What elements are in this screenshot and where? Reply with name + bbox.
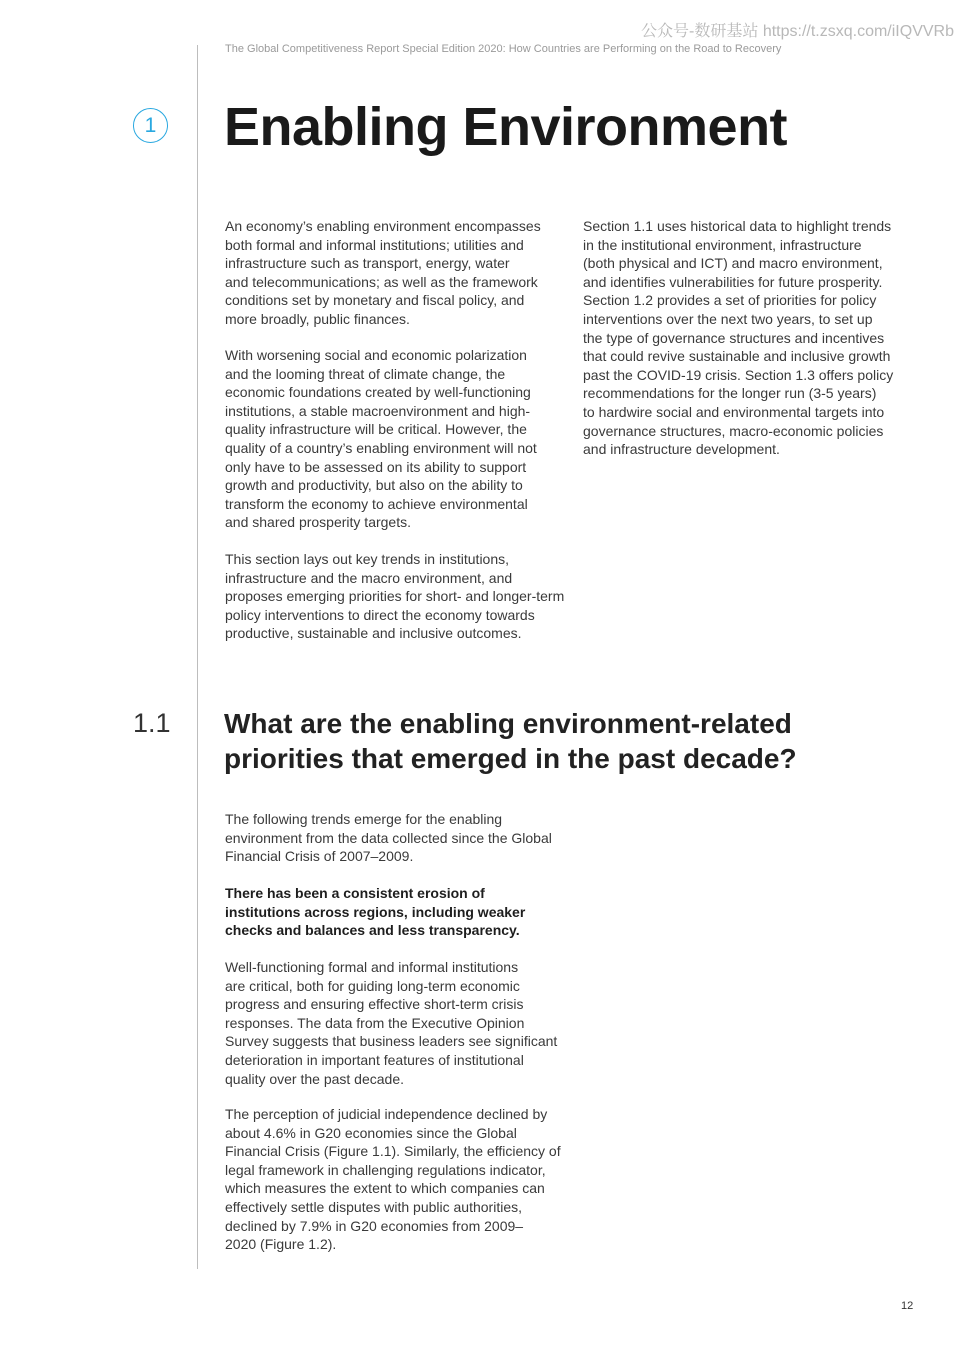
text-line: The perception of judicial independence declined by — [225, 1106, 548, 1122]
text-line: legal framework in challenging regulations indicator, — [225, 1161, 546, 1178]
text-line: recommendations for the longer run (3-5 years) — [583, 385, 877, 402]
text-line: both formal and informal institutions; utilities and — [225, 236, 524, 253]
text-line: environment from the data collected since the Global — [225, 829, 552, 846]
text-line: economic foundations created by well-functioning — [225, 384, 531, 401]
intro-paragraph — [225, 550, 564, 643]
section-title — [224, 706, 797, 776]
watermark-text: 公众号-数研基站 https://t.zsxq.com/iIQVVRb — [641, 23, 954, 40]
vertical-divider — [197, 45, 198, 1269]
body-paragraph — [225, 958, 557, 1088]
text-line: (both physical and ICT) and macro environment, — [583, 255, 883, 272]
text-line: the type of governance structures and incentives — [583, 329, 885, 346]
text-line: past the COVID-19 crisis. Section 1.3 offers policy — [583, 366, 894, 383]
intro-paragraph — [225, 346, 537, 532]
text-line: about 4.6% in G20 economies since the Global — [225, 1124, 517, 1141]
text-line: and shared prosperity targets. — [225, 514, 411, 531]
body-paragraph — [225, 810, 552, 866]
page-title: Enabling Environment — [224, 97, 788, 157]
text-line: institutions, a stable macroenvironment and high- — [225, 402, 531, 419]
text-line: responses. The data from the Executive Opinion — [225, 1014, 525, 1031]
text-line: and infrastructure development. — [583, 441, 780, 458]
text-line: priorities that emerged in the past decade? — [224, 743, 797, 774]
text-line: more broadly, public finances. — [225, 310, 410, 327]
text-line: productive, sustainable and inclusive outcomes. — [225, 625, 522, 642]
text-line: infrastructure such as transport, energy, water — [225, 255, 510, 272]
text-line: quality infrastructure will be critical. However, the — [225, 421, 527, 438]
text-line: and telecommunications; as well as the framework — [225, 273, 538, 290]
key-finding-heading — [225, 884, 525, 940]
running-header: The Global Competitiveness Report Special Edition 2020: How Countries are Performing on the Road to Recovery — [225, 43, 782, 55]
text-line: quality of a country’s enabling environment will not — [225, 439, 537, 456]
text-line: effectively settle disputes with public authorities, — [225, 1198, 523, 1215]
body-paragraph — [225, 1105, 561, 1254]
text-line: to hardwire social and environmental targets into — [583, 403, 885, 420]
text-line: conditions set by monetary and fiscal policy, and — [225, 292, 525, 309]
text-line: With worsening social and economic polarization — [225, 347, 527, 363]
text-line: transform the economy to achieve environmental — [225, 495, 528, 512]
text-line: What are the enabling environment-related — [224, 708, 792, 739]
text-line: Section 1.1 uses historical data to highlight trends — [583, 218, 892, 234]
text-line: Financial Crisis of 2007–2009. — [225, 848, 414, 865]
text-line: which measures the extent to which companies can — [225, 1180, 545, 1197]
text-line: that could revive sustainable and inclusive growth — [583, 348, 891, 365]
text-line: progress and ensuring effective short-term crisis — [225, 996, 524, 1013]
text-line: are critical, both for guiding long-term economic — [225, 977, 520, 994]
text-line: An economy’s enabling environment encompasses — [225, 218, 541, 234]
text-line: Section 1.2 provides a set of priorities for policy — [583, 292, 877, 309]
text-line: Survey suggests that business leaders see significant — [225, 1033, 558, 1050]
page-number: 12 — [901, 1300, 914, 1312]
text-line: checks and balances and less transparency. — [225, 922, 520, 939]
chapter-number-badge: 1 — [133, 108, 168, 143]
text-line: proposes emerging priorities for short- and longer-term — [225, 588, 565, 605]
text-line: The following trends emerge for the enabling — [225, 811, 503, 827]
section-number: 1.1 — [133, 708, 171, 738]
text-line: and the looming threat of climate change, the — [225, 365, 506, 382]
text-line: interventions over the next two years, to set up — [583, 310, 873, 327]
text-line: institutions across regions, including weaker — [225, 903, 526, 920]
intro-paragraph — [583, 217, 893, 459]
text-line: deterioration in important features of institutional — [225, 1051, 524, 1068]
text-line: quality over the past decade. — [225, 1070, 405, 1087]
text-line: This section lays out key trends in institutions, — [225, 551, 510, 567]
text-line: governance structures, macro-economic policies — [583, 422, 884, 439]
text-line: and identifies vulnerabilities for future prosperity. — [583, 273, 883, 290]
text-line: declined by 7.9% in G20 economies from 2009– — [225, 1217, 524, 1234]
intro-paragraph — [225, 217, 541, 329]
text-line: Well-functioning formal and informal institutions — [225, 959, 519, 975]
text-line: policy interventions to direct the economy towards — [225, 606, 535, 623]
text-line: 2020 (Figure 1.2). — [225, 1236, 337, 1253]
text-line: infrastructure and the macro environment, and — [225, 569, 513, 586]
text-line: There has been a consistent erosion of — [225, 885, 485, 901]
text-line: only have to be assessed on its ability to support — [225, 458, 527, 475]
text-line: Financial Crisis (Figure 1.1). Similarly, the efficiency of — [225, 1143, 561, 1160]
text-line: in the institutional environment, infrastructure — [583, 236, 862, 253]
text-line: growth and productivity, but also on the ability to — [225, 477, 523, 494]
